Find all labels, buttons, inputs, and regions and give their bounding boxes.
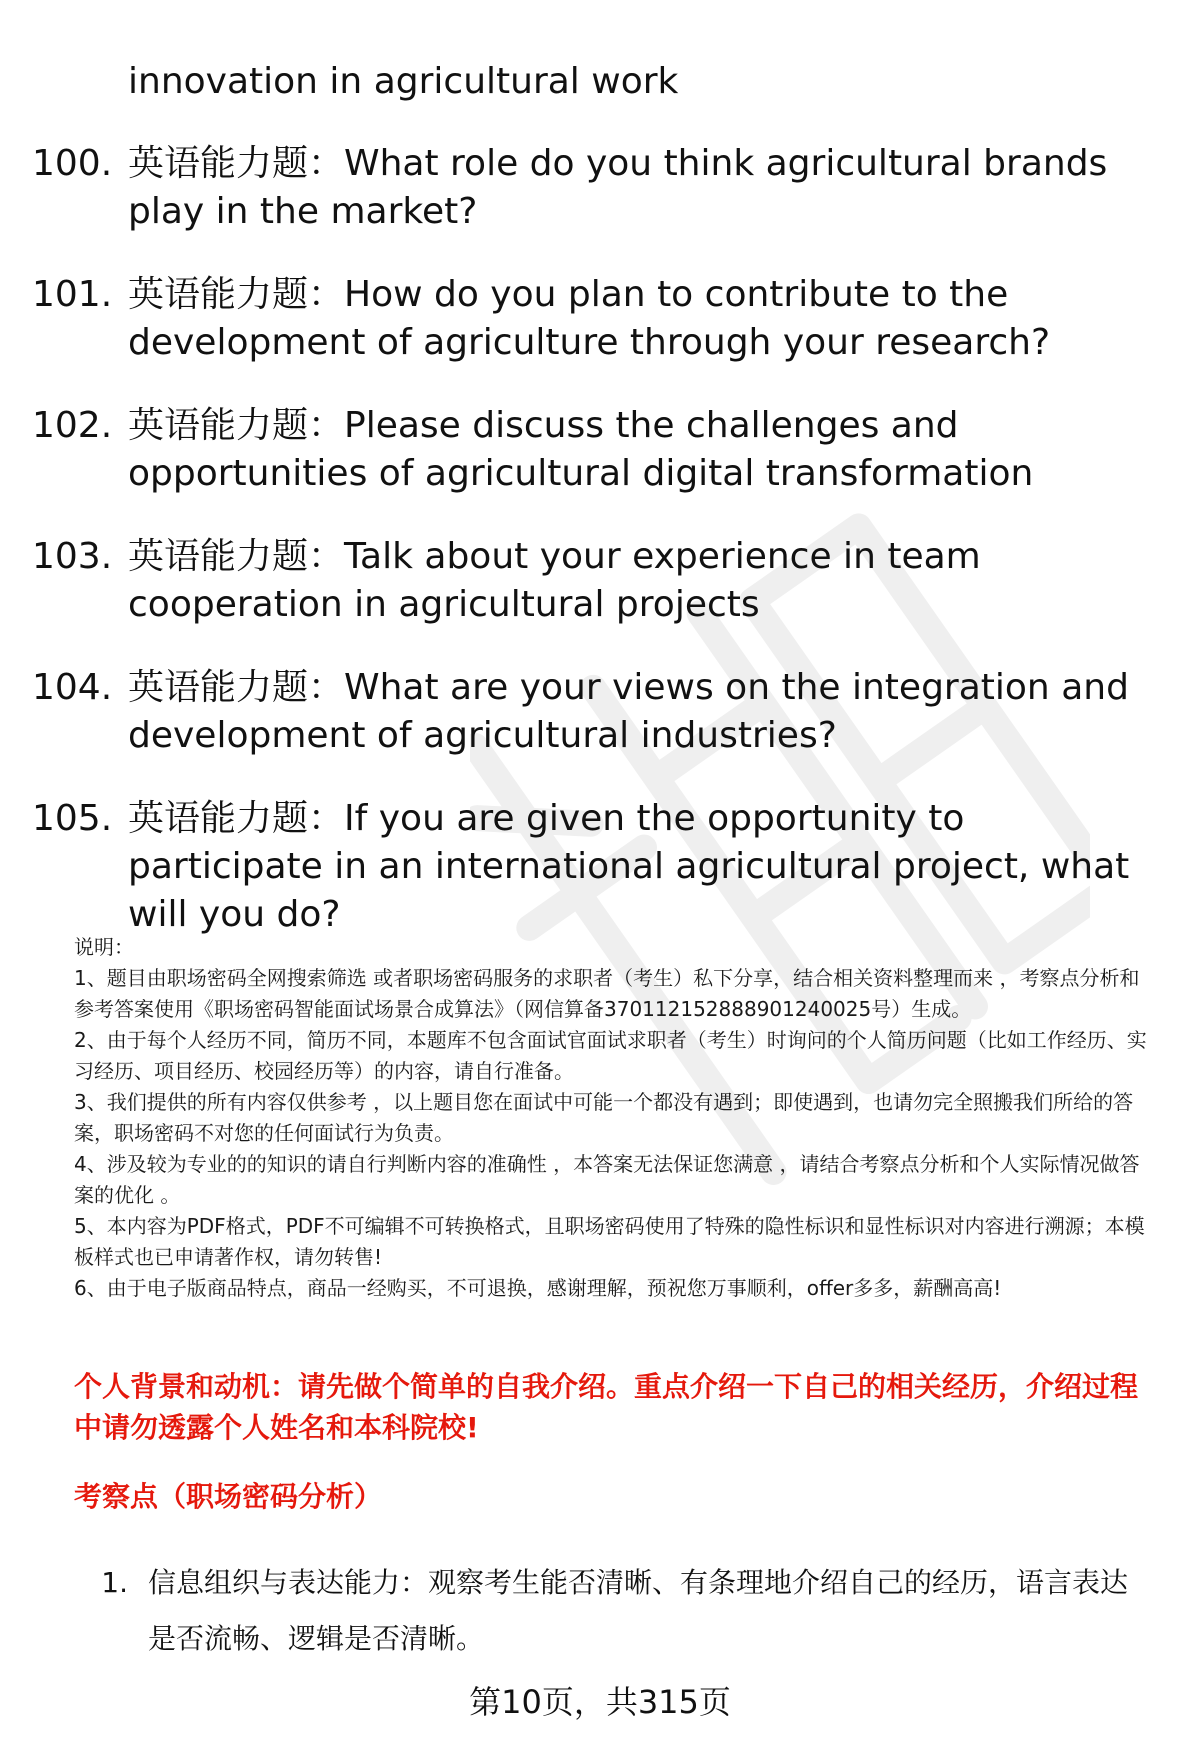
notes-title: 说明：	[74, 935, 134, 959]
analysis-points	[74, 1555, 1154, 1667]
notes-section	[74, 932, 1154, 1304]
question-number: 104.	[32, 667, 113, 708]
question-number: 102.	[32, 405, 113, 446]
question-number: 100.	[32, 143, 113, 184]
question-item	[32, 533, 1172, 629]
question-text: 英语能力题：What role do you think agricultural brands play in the market?	[128, 143, 1108, 232]
question-list	[32, 140, 1172, 974]
note-item: 1、题目由职场密码全网搜索筛选 或者职场密码服务的求职者（考生）私下分享，结合相关资料整理而来 ，考察点分析和参考答案使用《职场密码智能面试场景合成算法》（网信算备370112152888901240025号）生成。	[74, 966, 1140, 1021]
note-item: 2、由于每个人经历不同，简历不同，本题库不包含面试官面试求职者（考生）时询问的个人简历问题（比如工作经历、实习经历、项目经历、校园经历等）的内容，请自行准备。	[74, 1028, 1147, 1083]
question-item	[32, 271, 1172, 367]
analysis-point-number: 1.	[101, 1566, 128, 1599]
analysis-point	[74, 1555, 1154, 1667]
question-item	[32, 795, 1172, 939]
question-text: 英语能力题：How do you plan to contribute to the development of agriculture through your research?	[128, 274, 1051, 363]
analysis-heading: 考察点（职场密码分析）	[74, 1480, 383, 1513]
note-item: 5、本内容为PDF格式，PDF不可编辑不可转换格式，且职场密码使用了特殊的隐性标识和显性标识对内容进行溯源；本模板样式也已申请著作权，请勿转售!	[74, 1214, 1145, 1269]
analysis-point-text: 信息组织与表达能力：观察考生能否清晰、有条理地介绍自己的经历，语言表达是否流畅、逻辑是否清晰。	[148, 1566, 1129, 1655]
question-number: 101.	[32, 274, 113, 315]
question-item	[32, 664, 1172, 760]
note-item: 4、涉及较为专业的的知识的请自行判断内容的准确性 ，本答案无法保证您满意 ，请结合考察点分析和个人实际情况做答案的优化 。	[74, 1152, 1140, 1207]
question-continuation: innovation in agricultural work	[128, 61, 679, 102]
question-item	[32, 140, 1172, 236]
page-footer: 第10页，共315页	[469, 1683, 731, 1721]
question-number: 103.	[32, 536, 113, 577]
interview-question-heading: 个人背景和动机：请先做个简单的自我介绍。重点介绍一下自己的相关经历，介绍过程中请勿透露个人姓名和本科院校!	[74, 1370, 1139, 1444]
note-item: 6、由于电子版商品特点，商品一经购买，不可退换，感谢理解，预祝您万事顺利，offer多多，薪酬高高!	[74, 1276, 1002, 1300]
question-item	[32, 402, 1172, 498]
question-number: 105.	[32, 798, 113, 839]
question-text: 英语能力题：Talk about your experience in team cooperation in agricultural projects	[128, 536, 981, 625]
question-text: 英语能力题：What are your views on the integration and development of agricultural industries?	[128, 667, 1129, 756]
question-text: 英语能力题：Please discuss the challenges and opportunities of agricultural digital transformation	[128, 405, 1034, 494]
note-item: 3、我们提供的所有内容仅供参考 ，以上题目您在面试中可能一个都没有遇到；即使遇到，也请勿完全照搬我们所给的答案，职场密码不对您的任何面试行为负责。	[74, 1090, 1134, 1145]
question-text: 英语能力题：If you are given the opportunity to participate in an international agricultural project, what will you do?	[128, 798, 1130, 935]
